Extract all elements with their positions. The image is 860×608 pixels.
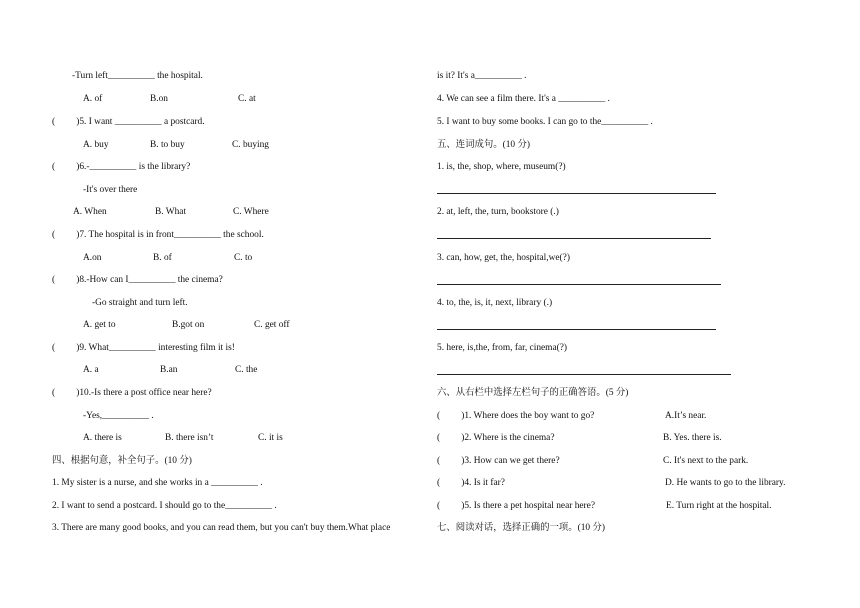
- s6-right-d: D. He wants to go to the library.: [665, 478, 786, 488]
- s6-left-3: ( )3. How can we get there?: [437, 456, 560, 466]
- q5-option-a: A. buy: [83, 140, 109, 150]
- s6-left-4: ( )4. Is it far?: [437, 478, 505, 488]
- q6-option-c: C. Where: [233, 207, 269, 217]
- section6-title: 六、从右栏中选择左栏句子的正确答语。(5 分): [437, 388, 629, 398]
- q4-option-b: B.on: [150, 94, 168, 104]
- s6-right-a: A.It’s near.: [665, 411, 707, 421]
- s6-right-b: B. Yes. there is.: [663, 433, 722, 443]
- section7-title: 七、阅读对话，选择正确的一项。(10 分): [437, 523, 605, 533]
- q4-option-c: C. at: [238, 94, 256, 104]
- q10-question: ( )10.-Is there a post office near here?: [52, 388, 212, 398]
- q10-option-c: C. it is: [258, 433, 283, 443]
- q8-option-a: A. get to: [83, 320, 116, 330]
- q10-option-a: A. there is: [83, 433, 122, 443]
- q9-option-a: A. a: [83, 365, 99, 375]
- s5-question-1: 1. is, the, shop, where, museum(?): [437, 162, 566, 172]
- s5-answer-line-5: [437, 374, 731, 375]
- q7-option-b: B. of: [153, 253, 172, 263]
- q9-option-b: B.an: [160, 365, 178, 375]
- s5-question-2: 2. at, left, the, turn, bookstore (.): [437, 207, 559, 217]
- s4-question-3: 3. There are many good books, and you can read them, but you can't buy them.What place: [52, 523, 391, 533]
- s4-question-4: 4. We can see a film there. It's a __________ .: [437, 94, 610, 104]
- s5-answer-line-2: [437, 238, 711, 239]
- q7-option-c: C. to: [234, 253, 253, 263]
- q6-question: ( )6.-__________ is the library?: [52, 162, 191, 172]
- s4-question-5: 5. I want to buy some books. I can go to the__________ .: [437, 117, 653, 127]
- q8-option-b: B.got on: [172, 320, 205, 330]
- section4-title: 四、根据句意，补全句子。(10 分): [52, 456, 192, 466]
- s6-left-1: ( )1. Where does the boy want to go?: [437, 411, 595, 421]
- s5-answer-line-1: [437, 193, 716, 194]
- q9-question: ( )9. What__________ interesting film it is!: [52, 343, 235, 353]
- s6-left-2: ( )2. Where is the cinema?: [437, 433, 555, 443]
- q4-option-a: A. of: [83, 94, 103, 104]
- q5-option-c: C. buying: [232, 140, 269, 150]
- s6-right-e: E. Turn right at the hospital.: [666, 501, 772, 511]
- q6-option-b: B. What: [155, 207, 187, 217]
- q7-option-a: A.on: [83, 253, 102, 263]
- q7-question: ( )7. The hospital is in front__________ the school.: [52, 230, 264, 240]
- q6-reply: -It's over there: [83, 185, 138, 195]
- q5-option-b: B. to buy: [150, 140, 185, 150]
- q10-option-b: B. there isn’t: [165, 433, 214, 443]
- q4-reply: -Turn left__________ the hospital.: [72, 71, 203, 81]
- q8-option-c: C. get off: [254, 320, 290, 330]
- s4-question-1: 1. My sister is a nurse, and she works in a __________ .: [52, 478, 263, 488]
- s5-question-5: 5. here, is,the, from, far, cinema(?): [437, 343, 568, 353]
- s5-question-4: 4. to, the, is, it, next, library (.): [437, 298, 553, 308]
- q6-option-a: A. When: [73, 207, 107, 217]
- q9-option-c: C. the: [235, 365, 258, 375]
- s4-question-2: 2. I want to send a postcard. I should go to the__________ .: [52, 501, 277, 511]
- s5-answer-line-3: [437, 284, 721, 285]
- s4-question-3-cont: is it? It's a__________ .: [437, 71, 527, 81]
- q10-reply: -Yes,__________ .: [83, 411, 154, 421]
- s5-answer-line-4: [437, 329, 716, 330]
- section5-title: 五、连词成句。(10 分): [437, 140, 530, 150]
- q8-reply: -Go straight and turn left.: [92, 298, 188, 308]
- q8-question: ( )8.-How can I__________ the cinema?: [52, 275, 223, 285]
- q5-question: ( )5. I want __________ a postcard.: [52, 117, 205, 127]
- s6-left-5: ( )5. Is there a pet hospital near here?: [437, 501, 596, 511]
- s6-right-c: C. It's next to the park.: [663, 456, 749, 466]
- s5-question-3: 3. can, how, get, the, hospital,we(?): [437, 253, 570, 263]
